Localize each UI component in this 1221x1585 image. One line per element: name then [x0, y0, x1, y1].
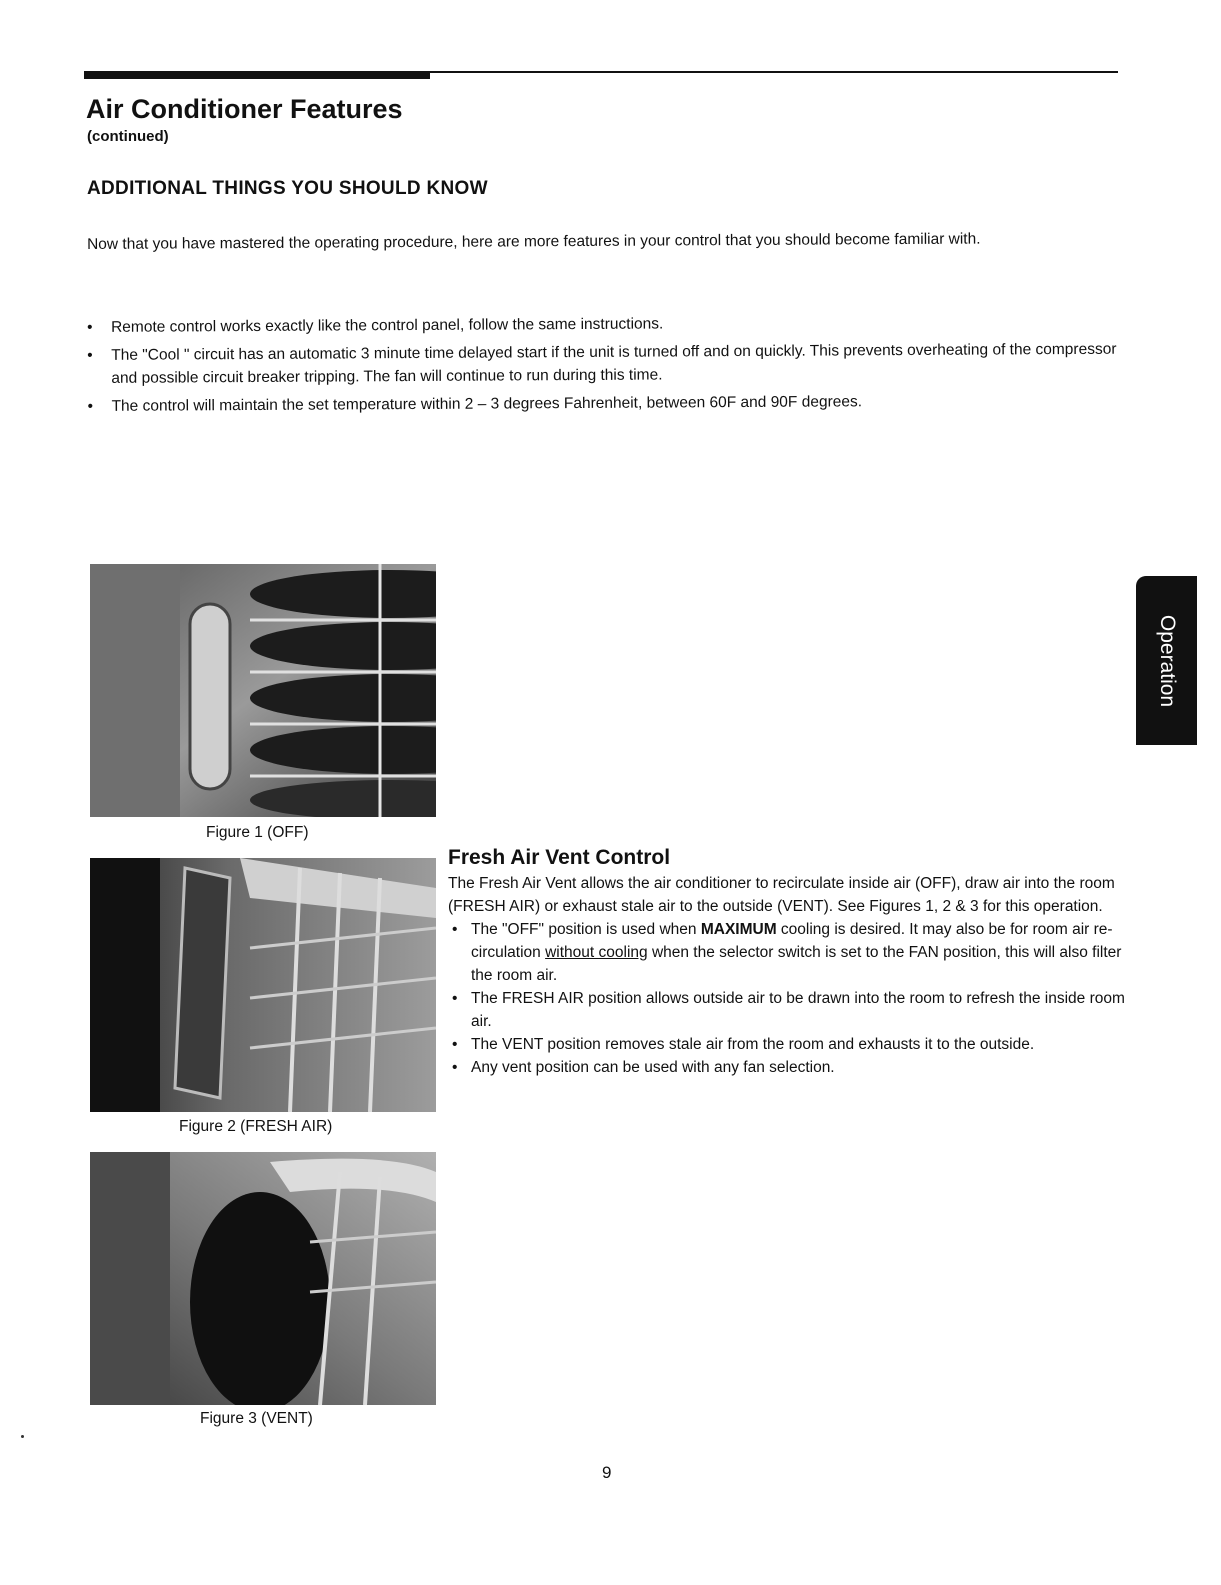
list-item: • The control will maintain the set temperature within 2 – 3 degrees Fahrenheit, between 60F and 90F degrees. [87, 389, 1123, 418]
scan-speck [21, 1435, 24, 1438]
list-item: • The "Cool " circuit has an automatic 3 minute time delayed start if the unit is turned off and on quickly. This prevents overheating of the compressor and possible circuit breaker tripping. The fan will continue to run during this time. [87, 338, 1123, 390]
page-number: 9 [602, 1463, 612, 1482]
tips-list [87, 310, 1124, 423]
section-intro: Now that you have mastered the operating procedure, here are more features in your control that you should become familiar with. [87, 230, 981, 253]
fresh-air-heading: Fresh Air Vent Control [448, 846, 671, 869]
figure-3-caption: Figure 3 (VENT) [200, 1410, 313, 1427]
section-heading: ADDITIONAL THINGS YOU SHOULD KNOW [87, 178, 488, 199]
list-item: • Any vent position can be used with any fan selection. [448, 1056, 1128, 1079]
fresh-air-intro: The Fresh Air Vent allows the air conditioner to recirculate inside air (OFF), draw air into the room (FRESH AIR) or exhaust stale air to the outside (VENT). See Figures 1, 2 & 3 for this operation. [448, 875, 1115, 915]
list-item: • Remote control works exactly like the control panel, follow the same instructions. [87, 310, 1123, 339]
side-tab-label: Operation [1155, 614, 1179, 707]
figure-1-caption: Figure 1 (OFF) [206, 824, 309, 841]
list-item: • The "OFF" position is used when MAXIMUM cooling is desired. It may also be for room air re-circulation without cooling when the selector switch is set to the FAN position, this will also filter the room air. [448, 918, 1128, 987]
page-title: Air Conditioner Features [86, 94, 403, 124]
header-rule-bar [84, 71, 430, 79]
fresh-air-list [448, 918, 1128, 1079]
figure-3-image [90, 1152, 436, 1405]
figure-2-caption: Figure 2 (FRESH AIR) [179, 1118, 333, 1135]
list-item: • The FRESH AIR position allows outside air to be drawn into the room to refresh the inside room air. [448, 987, 1128, 1033]
figure-2-image [90, 858, 436, 1112]
figure-1-image [90, 564, 436, 817]
page-subtitle: (continued) [87, 128, 169, 145]
list-item: • The VENT position removes stale air from the room and exhausts it to the outside. [448, 1033, 1128, 1056]
fresh-air-section [448, 846, 1128, 1079]
operation-side-tab [1136, 576, 1197, 745]
